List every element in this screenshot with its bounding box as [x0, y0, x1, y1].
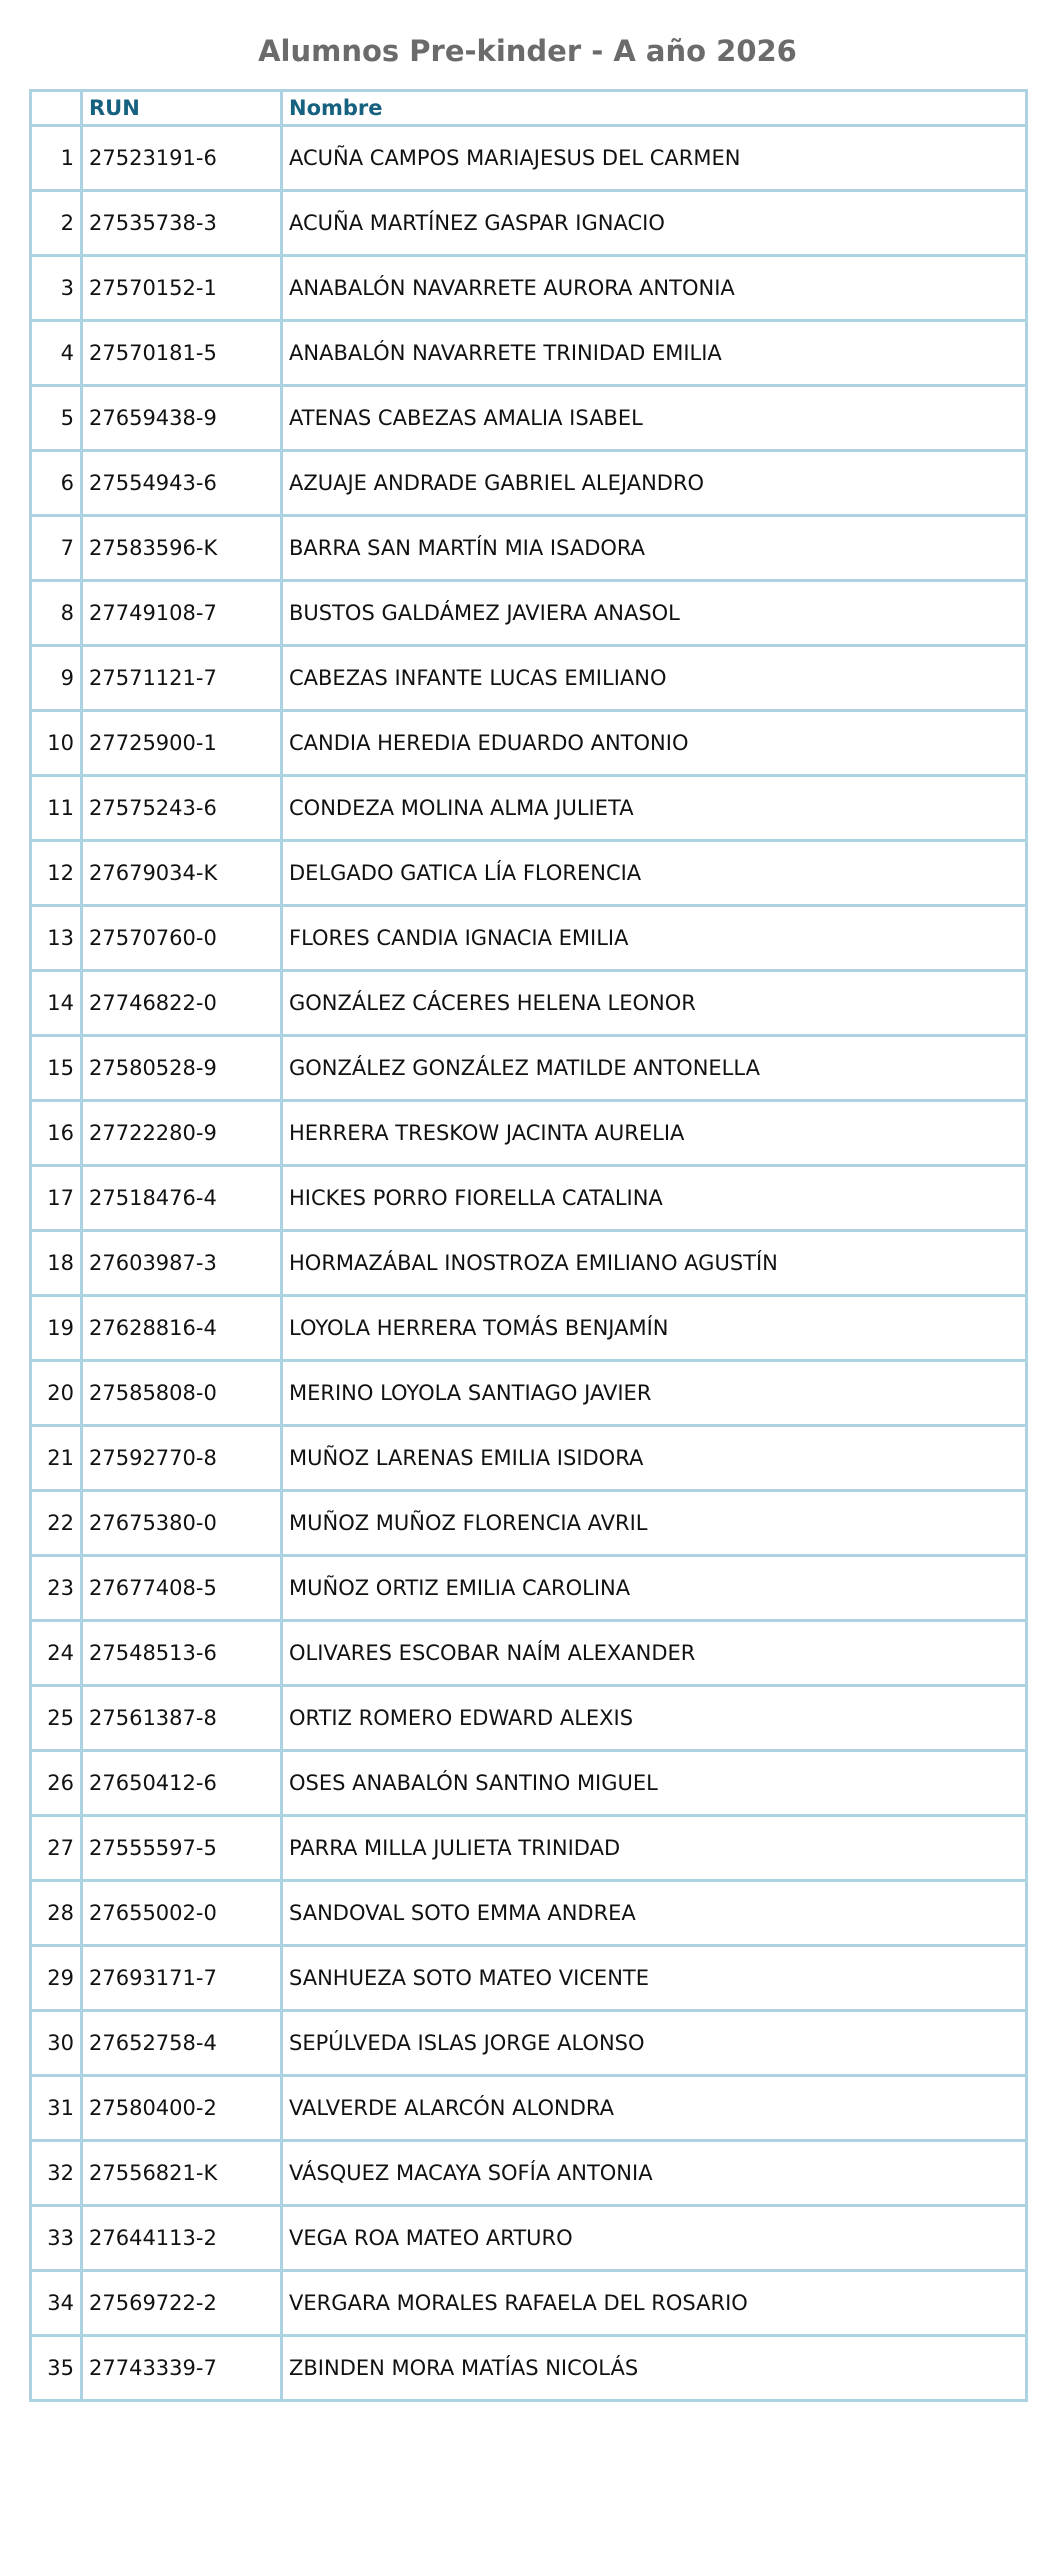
row-nombre: VALVERDE ALARCÓN ALONDRA	[282, 2076, 1027, 2141]
table-row	[31, 1491, 1027, 1556]
row-nombre: VÁSQUEZ MACAYA SOFÍA ANTONIA	[282, 2141, 1027, 2206]
row-nombre: AZUAJE ANDRADE GABRIEL ALEJANDRO	[282, 451, 1027, 516]
row-number: 8	[31, 581, 82, 646]
row-number: 11	[31, 776, 82, 841]
table-row	[31, 1816, 1027, 1881]
table-row	[31, 2271, 1027, 2336]
row-number: 16	[31, 1101, 82, 1166]
row-run: 27675380-0	[82, 1491, 282, 1556]
row-run: 27725900-1	[82, 711, 282, 776]
row-number: 12	[31, 841, 82, 906]
column-header-nombre: Nombre	[282, 91, 1027, 126]
row-number: 18	[31, 1231, 82, 1296]
table-row	[31, 1686, 1027, 1751]
row-nombre: GONZÁLEZ GONZÁLEZ MATILDE ANTONELLA	[282, 1036, 1027, 1101]
row-run: 27580400-2	[82, 2076, 282, 2141]
row-nombre: LOYOLA HERRERA TOMÁS BENJAMÍN	[282, 1296, 1027, 1361]
column-header-run: RUN	[82, 91, 282, 126]
row-run: 27743339-7	[82, 2336, 282, 2401]
row-nombre: ACUÑA MARTÍNEZ GASPAR IGNACIO	[282, 191, 1027, 256]
row-run: 27518476-4	[82, 1166, 282, 1231]
row-nombre: OSES ANABALÓN SANTINO MIGUEL	[282, 1751, 1027, 1816]
row-number: 25	[31, 1686, 82, 1751]
row-run: 27548513-6	[82, 1621, 282, 1686]
table-row	[31, 256, 1027, 321]
table-row	[31, 711, 1027, 776]
row-run: 27677408-5	[82, 1556, 282, 1621]
row-nombre: MUÑOZ MUÑOZ FLORENCIA AVRIL	[282, 1491, 1027, 1556]
table-row	[31, 841, 1027, 906]
row-run: 27746822-0	[82, 971, 282, 1036]
table-row	[31, 1101, 1027, 1166]
row-run: 27592770-8	[82, 1426, 282, 1491]
row-nombre: ATENAS CABEZAS AMALIA ISABEL	[282, 386, 1027, 451]
row-number: 5	[31, 386, 82, 451]
table-row	[31, 1426, 1027, 1491]
row-number: 26	[31, 1751, 82, 1816]
row-run: 27722280-9	[82, 1101, 282, 1166]
row-number: 34	[31, 2271, 82, 2336]
row-run: 27655002-0	[82, 1881, 282, 1946]
row-number: 2	[31, 191, 82, 256]
row-run: 27571121-7	[82, 646, 282, 711]
row-nombre: OLIVARES ESCOBAR NAÍM ALEXANDER	[282, 1621, 1027, 1686]
row-nombre: SANDOVAL SOTO EMMA ANDREA	[282, 1881, 1027, 1946]
row-number: 27	[31, 1816, 82, 1881]
row-nombre: CONDEZA MOLINA ALMA JULIETA	[282, 776, 1027, 841]
page-title: Alumnos Pre-kinder - A año 2026	[258, 34, 797, 68]
row-number: 6	[31, 451, 82, 516]
row-nombre: CANDIA HEREDIA EDUARDO ANTONIO	[282, 711, 1027, 776]
row-number: 23	[31, 1556, 82, 1621]
table-row	[31, 1556, 1027, 1621]
row-number: 1	[31, 126, 82, 191]
table-row	[31, 1296, 1027, 1361]
row-number: 17	[31, 1166, 82, 1231]
row-run: 27556821-K	[82, 2141, 282, 2206]
table-row	[31, 516, 1027, 581]
row-nombre: DELGADO GATICA LÍA FLORENCIA	[282, 841, 1027, 906]
row-run: 27603987-3	[82, 1231, 282, 1296]
table-row	[31, 1231, 1027, 1296]
row-run: 27535738-3	[82, 191, 282, 256]
column-header-number	[31, 91, 82, 126]
row-number: 7	[31, 516, 82, 581]
row-run: 27659438-9	[82, 386, 282, 451]
row-number: 14	[31, 971, 82, 1036]
row-nombre: PARRA MILLA JULIETA TRINIDAD	[282, 1816, 1027, 1881]
row-run: 27679034-K	[82, 841, 282, 906]
table-row	[31, 2011, 1027, 2076]
row-nombre: BARRA SAN MARTÍN MIA ISADORA	[282, 516, 1027, 581]
row-nombre: MUÑOZ LARENAS EMILIA ISIDORA	[282, 1426, 1027, 1491]
row-run: 27585808-0	[82, 1361, 282, 1426]
table-row	[31, 971, 1027, 1036]
row-nombre: HICKES PORRO FIORELLA CATALINA	[282, 1166, 1027, 1231]
row-number: 30	[31, 2011, 82, 2076]
row-nombre: MUÑOZ ORTIZ EMILIA CAROLINA	[282, 1556, 1027, 1621]
row-number: 20	[31, 1361, 82, 1426]
row-run: 27628816-4	[82, 1296, 282, 1361]
row-nombre: GONZÁLEZ CÁCERES HELENA LEONOR	[282, 971, 1027, 1036]
row-nombre: CABEZAS INFANTE LUCAS EMILIANO	[282, 646, 1027, 711]
row-run: 27570760-0	[82, 906, 282, 971]
table-row	[31, 2076, 1027, 2141]
row-run: 27575243-6	[82, 776, 282, 841]
row-nombre: VERGARA MORALES RAFAELA DEL ROSARIO	[282, 2271, 1027, 2336]
row-number: 3	[31, 256, 82, 321]
row-run: 27693171-7	[82, 1946, 282, 2011]
row-number: 10	[31, 711, 82, 776]
row-number: 13	[31, 906, 82, 971]
row-nombre: VEGA ROA MATEO ARTURO	[282, 2206, 1027, 2271]
table-row	[31, 126, 1027, 191]
row-nombre: ANABALÓN NAVARRETE AURORA ANTONIA	[282, 256, 1027, 321]
table-row	[31, 581, 1027, 646]
row-run: 27523191-6	[82, 126, 282, 191]
row-run: 27569722-2	[82, 2271, 282, 2336]
table-row	[31, 1036, 1027, 1101]
table-row	[31, 2206, 1027, 2271]
row-run: 27652758-4	[82, 2011, 282, 2076]
row-run: 27554943-6	[82, 451, 282, 516]
table-row	[31, 2141, 1027, 2206]
row-nombre: MERINO LOYOLA SANTIAGO JAVIER	[282, 1361, 1027, 1426]
table-row	[31, 906, 1027, 971]
table-row	[31, 1361, 1027, 1426]
table-row	[31, 1751, 1027, 1816]
row-run: 27570152-1	[82, 256, 282, 321]
row-nombre: SANHUEZA SOTO MATEO VICENTE	[282, 1946, 1027, 2011]
row-run: 27583596-K	[82, 516, 282, 581]
row-run: 27650412-6	[82, 1751, 282, 1816]
table-row	[31, 386, 1027, 451]
table-row	[31, 1621, 1027, 1686]
row-nombre: ZBINDEN MORA MATÍAS NICOLÁS	[282, 2336, 1027, 2401]
row-number: 31	[31, 2076, 82, 2141]
table-row	[31, 1881, 1027, 1946]
row-number: 28	[31, 1881, 82, 1946]
row-number: 15	[31, 1036, 82, 1101]
row-number: 24	[31, 1621, 82, 1686]
row-nombre: FLORES CANDIA IGNACIA EMILIA	[282, 906, 1027, 971]
table-row	[31, 1946, 1027, 2011]
row-number: 9	[31, 646, 82, 711]
row-number: 4	[31, 321, 82, 386]
row-number: 33	[31, 2206, 82, 2271]
row-number: 22	[31, 1491, 82, 1556]
row-run: 27561387-8	[82, 1686, 282, 1751]
row-nombre: ORTIZ ROMERO EDWARD ALEXIS	[282, 1686, 1027, 1751]
row-number: 29	[31, 1946, 82, 2011]
row-number: 35	[31, 2336, 82, 2401]
table-row	[31, 1166, 1027, 1231]
row-nombre: ACUÑA CAMPOS MARIAJESUS DEL CARMEN	[282, 126, 1027, 191]
row-nombre: HERRERA TRESKOW JACINTA AURELIA	[282, 1101, 1027, 1166]
row-nombre: HORMAZÁBAL INOSTROZA EMILIANO AGUSTÍN	[282, 1231, 1027, 1296]
table-row	[31, 451, 1027, 516]
row-run: 27580528-9	[82, 1036, 282, 1101]
table-body	[31, 126, 1027, 2401]
row-nombre: BUSTOS GALDÁMEZ JAVIERA ANASOL	[282, 581, 1027, 646]
row-nombre: ANABALÓN NAVARRETE TRINIDAD EMILIA	[282, 321, 1027, 386]
table-row	[31, 646, 1027, 711]
row-number: 21	[31, 1426, 82, 1491]
row-run: 27555597-5	[82, 1816, 282, 1881]
row-number: 32	[31, 2141, 82, 2206]
table-row	[31, 321, 1027, 386]
row-nombre: SEPÚLVEDA ISLAS JORGE ALONSO	[282, 2011, 1027, 2076]
row-run: 27644113-2	[82, 2206, 282, 2271]
students-table	[29, 89, 1028, 2402]
row-run: 27570181-5	[82, 321, 282, 386]
table-header-row	[31, 91, 1027, 126]
row-run: 27749108-7	[82, 581, 282, 646]
table-row	[31, 2336, 1027, 2401]
table-row	[31, 191, 1027, 256]
row-number: 19	[31, 1296, 82, 1361]
table-row	[31, 776, 1027, 841]
